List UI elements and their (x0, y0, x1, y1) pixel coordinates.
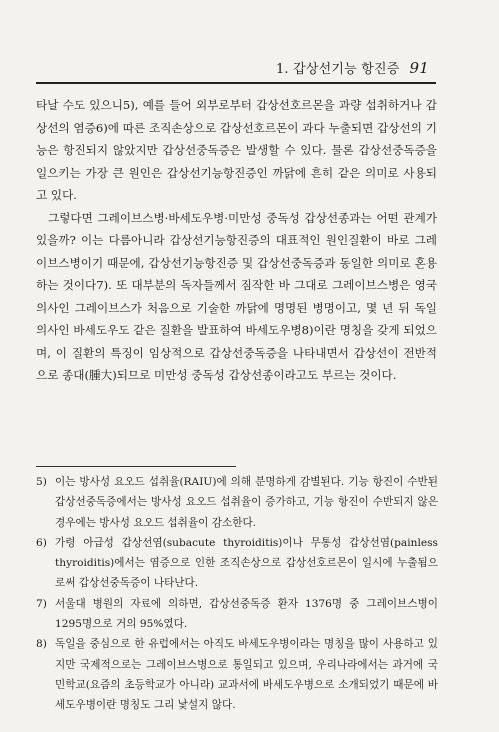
body-paragraph-2: 그렇다면 그레이브스병·바세도우병·미만성 중독성 갑상선종과는 어떤 관계가 있을까? 이는 다름아니라 갑상선기능항진증의 대표적인 원인질환이 바로 그레이브스병이기 때문에, 갑상선기능항진증 및 갑상선중독증과 동일한 의미로 혼용하는 것이다7). 또 대부분의 독자들께서 짐작한 바 그대로 그레이브스병은 영국 의사인 그레이브스가 처음으로 기술한 까닭에 명명된 병명이고, 몇 년 뒤 독일 의사인 바세도우도 같은 질환을 발표하여 바세도우병8)이란 명칭을 갖게 되었으며, 이 질환의 특징이 임상적으로 갑상선중독증을 나타내면서 갑상선이 전반적으로 종대(腫大)되므로 미만성 중독성 갑상선종이라고도 부르는 것이다. (36, 210, 437, 382)
footnote-text: 가령 아급성 갑상선염(subacute thyroiditis)이나 무통성 갑상선염(painless thyroiditis)에서는 염증으로 인한 조직손상으로 갑상선호르몬이 일시에 누출됨으로써 갑상선중독증이 나타난다. (55, 536, 438, 590)
footnote-8 (36, 634, 438, 715)
footnote-6 (36, 533, 438, 594)
footnote-text: 독일을 중심으로 한 유럽에서는 아직도 바세도우병이라는 명칭을 많이 사용하고 있지만 국제적으로는 그레이브스병으로 통일되고 있으며, 우리나라에서는 과거에 국민학교(요즘의 초등학교가 아니라) 교과서에 바세도우병으로 소개되었기 때문에 바세도우병이란 명칭도 그리 낯설지 않다. (55, 638, 438, 712)
page-number: 91 (409, 59, 429, 77)
footnote-text: 서울대 병원의 자료에 의하면, 갑상선중독증 환자 1376명 중 그레이브스병이 1295명으로 거의 95%였다. (55, 597, 438, 631)
body-paragraph-1: 타날 수도 있으니5), 예를 들어 외부로부터 갑상선호르몬을 과량 섭취하거나 갑상선의 염증6)에 따른 조직손상으로 갑상선호르몬이 과다 누출되면 갑상선의 기능은 항진되지 않았지만 갑상선중독증은 발생할 수 있다. 물론 갑상선중독증을 일으키는 가장 큰 원인은 갑상선기능항진증인 까닭에 흔히 같은 의미로 사용되고 있다. (36, 98, 437, 202)
running-header (276, 58, 429, 77)
footnote-number: 5) (36, 476, 47, 488)
body-text (36, 94, 437, 387)
footnote-number: 7) (36, 597, 47, 610)
footnote-text: 이는 방사성 요오드 섭취율(RAIU)에 의해 분명하게 감별된다. 기능 항진이 수반된 갑상선중독증에서는 방사성 요오드 섭취율이 증가하고, 기능 항진이 수반되지 않은 경우에는 방사성 요오드 섭취율이 감소한다. (55, 476, 438, 529)
footnote-number: 6) (36, 536, 47, 549)
footnote-number: 8) (36, 638, 47, 651)
header-rule (36, 82, 436, 84)
footnotes (36, 472, 438, 716)
chapter-title: 1. 갑상선기능 항진증 (275, 62, 400, 77)
footnote-5 (36, 472, 438, 533)
footnote-rule (36, 466, 236, 467)
footnote-7 (36, 594, 438, 635)
